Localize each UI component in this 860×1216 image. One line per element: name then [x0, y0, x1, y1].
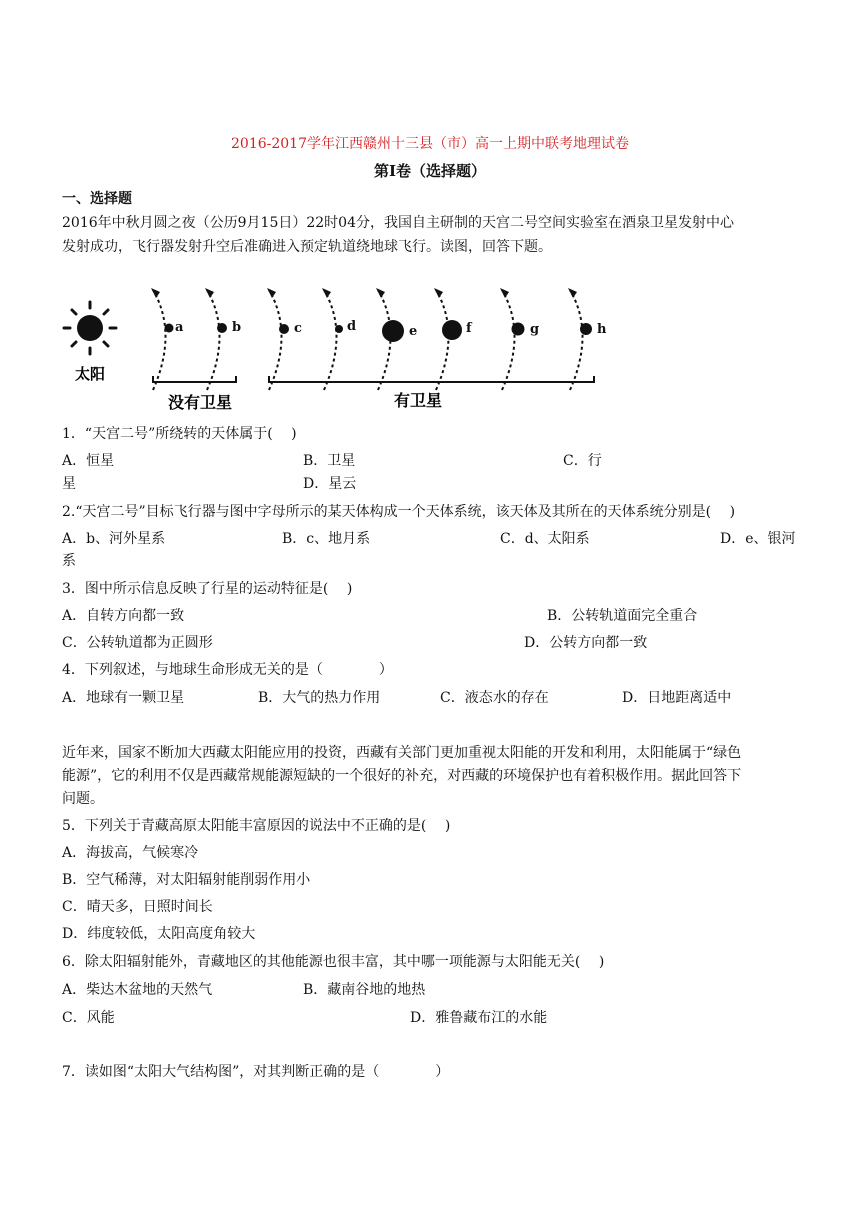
question-1-stem: 1．“天宫二号”所绕转的天体属于( )	[62, 426, 297, 442]
q6-option-a: A．柴达木盆地的天然气	[62, 982, 213, 998]
planet-a	[165, 324, 174, 333]
planet-b	[217, 323, 227, 333]
planet-d	[335, 325, 343, 333]
orbit-arc	[436, 290, 449, 390]
question-4-stem: 4．下列叙述，与地球生命形成无关的是（ ）	[62, 662, 393, 678]
orbit-arrow-icon	[434, 288, 443, 298]
q2-option-c: C．d、太阳系	[500, 531, 590, 547]
q2-option-a: A．b、河外星系	[62, 531, 166, 547]
q2-option-d-wrap: 系	[62, 553, 76, 569]
q1-option-c-wrap: 星	[62, 476, 76, 492]
question-2-stem: 2.“天宫二号”目标飞行器与图中字母所示的某天体构成一个天体系统，该天体及其所在的天体系统分别是( )	[62, 504, 736, 520]
section-subtitle: 第Ⅰ卷（选择题）	[373, 162, 487, 180]
planet-label-f: f	[466, 321, 472, 336]
orbit-arrow-icon	[151, 288, 160, 298]
planet-c	[279, 324, 289, 334]
planet-label-e: e	[409, 324, 418, 339]
bracket-no-satellite	[153, 376, 236, 382]
planet-label-h: h	[597, 322, 607, 337]
orbit-arrow-icon	[322, 288, 331, 298]
planet-f	[442, 320, 462, 340]
q2-option-b: B．c、地月系	[282, 531, 371, 547]
orbit-arrow-icon	[267, 288, 276, 298]
bracket-with-satellite	[269, 376, 594, 382]
planet-label-d: d	[347, 319, 357, 334]
q5-option-c: C．晴天多，日照时间长	[62, 899, 213, 915]
orbit-arc	[207, 290, 220, 390]
intro-paragraph-line: 发射成功，飞行器发射升空后准确进入预定轨道绕地球飞行。读图，回答下题。	[62, 239, 552, 255]
orbit-arc	[502, 290, 515, 390]
q4-option-d: D．日地距离适中	[622, 690, 732, 706]
orbit-arc	[324, 290, 337, 390]
q4-option-a: A．地球有一颗卫星	[62, 690, 185, 706]
orbit-arrow-icon	[500, 288, 509, 298]
q1-option-c: C．行	[563, 453, 602, 469]
question-6-stem: 6．除太阳辐射能外，青藏地区的其他能源也很丰富，其中哪一项能源与太阳能无关( )	[62, 954, 605, 970]
q6-option-c: C．风能	[62, 1010, 115, 1026]
q5-option-a: A．海拔高，气候寒冷	[62, 845, 199, 861]
q3-option-b: B．公转轨道面完全重合	[547, 608, 698, 624]
sun-icon	[64, 302, 116, 354]
section-heading: 一、选择题	[62, 191, 132, 207]
q6-option-d: D．雅鲁藏布江的水能	[410, 1010, 548, 1026]
q5-option-b: B．空气稀薄，对太阳辐射能削弱作用小	[62, 872, 311, 888]
q3-option-c: C．公转轨道都为正圆形	[62, 635, 213, 651]
group-label-with-satellite: 有卫星	[393, 391, 443, 410]
q1-option-a: A．恒星	[62, 453, 115, 469]
orbit-arc	[269, 290, 282, 390]
intro-paragraph-line: 问题。	[62, 791, 104, 807]
planet-e	[382, 320, 404, 342]
intro-paragraph-line: 能源”，它的利用不仅是西藏常规能源短缺的一个很好的补充，对西藏的环境保护也有着积极作用。据此回答下	[62, 768, 742, 784]
planet-g	[512, 323, 525, 336]
planet-label-a: a	[175, 320, 184, 335]
q4-option-c: C．液态水的存在	[440, 690, 549, 706]
question-5-stem: 5．下列关于青藏高原太阳能丰富原因的说法中不正确的是( )	[62, 818, 451, 834]
group-label-no-satellite: 没有卫星	[167, 393, 233, 412]
orbit-arrow-icon	[568, 288, 577, 298]
sun-label: 太阳	[74, 365, 106, 383]
question-3-stem: 3．图中所示信息反映了行星的运动特征是( )	[62, 581, 353, 597]
intro-paragraph-line: 近年来，国家不断加大西藏太阳能应用的投资，西藏有关部门更加重视太阳能的开发和利用，太阳能属于“绿色	[62, 745, 742, 761]
planet-label-c: c	[294, 321, 302, 336]
q1-option-b: B．卫星	[303, 453, 356, 469]
orbit-arrow-icon	[205, 288, 214, 298]
orbit-arc	[153, 290, 166, 390]
q3-option-d: D．公转方向都一致	[524, 635, 648, 651]
q5-option-d: D．纬度较低，太阳高度角较大	[62, 926, 256, 942]
exam-title: 2016-2017学年江西赣州十三县（市）高一上期中联考地理试卷	[231, 136, 629, 152]
solar-system-figure	[56, 278, 616, 418]
q4-option-b: B．大气的热力作用	[258, 690, 381, 706]
orbit-arc	[570, 290, 583, 390]
q2-option-d: D．e、银河	[720, 531, 796, 547]
q6-option-b: B．藏南谷地的地热	[303, 982, 426, 998]
planet-label-b: b	[232, 320, 242, 335]
planet-h	[580, 323, 592, 335]
question-7-stem: 7．读如图“太阳大气结构图”，对其判断正确的是（ ）	[62, 1064, 450, 1080]
planet-label-g: g	[530, 322, 540, 337]
orbit-arrow-icon	[376, 288, 385, 298]
intro-paragraph-line: 2016年中秋月圆之夜（公历9月15日）22时04分，我国自主研制的天宫二号空间实验室在酒泉卫星发射中心	[62, 215, 734, 231]
q3-option-a: A．自转方向都一致	[62, 608, 185, 624]
q1-option-d: D．星云	[303, 476, 357, 492]
